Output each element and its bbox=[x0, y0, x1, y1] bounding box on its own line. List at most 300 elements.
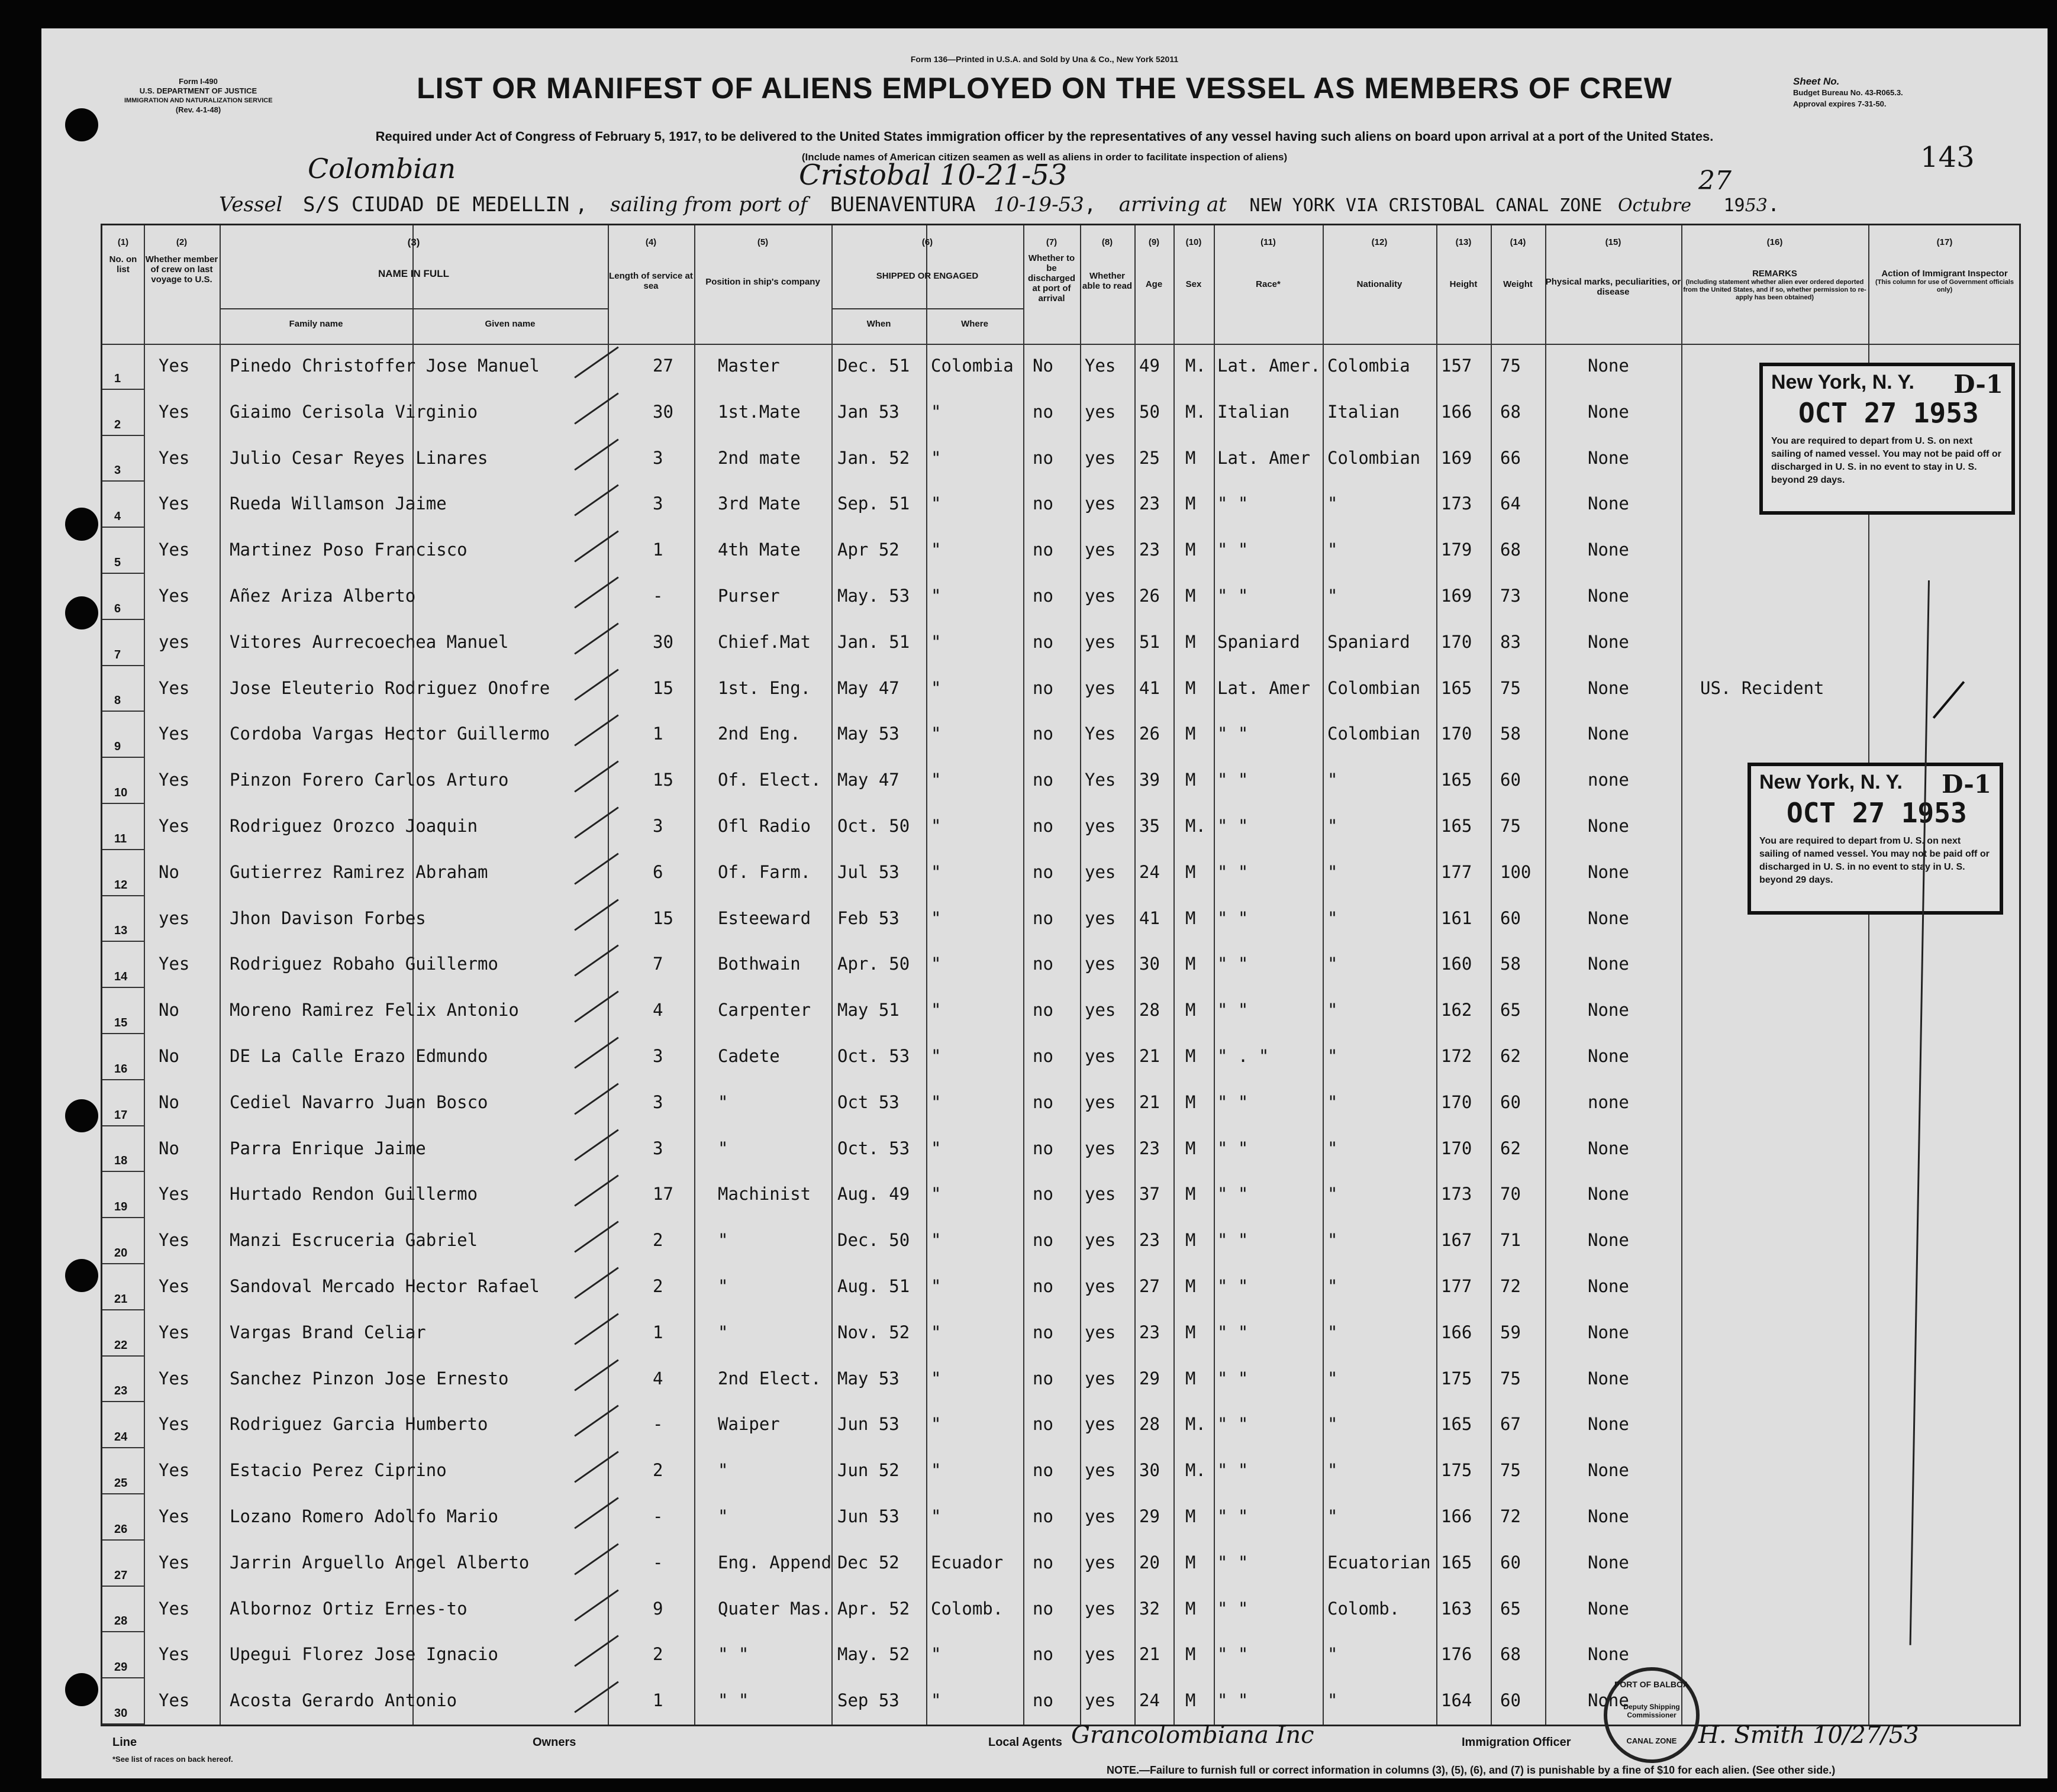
nationality: " bbox=[1327, 1368, 1338, 1389]
service-length: 3 bbox=[653, 493, 663, 514]
col-header-no: (1) No. on list bbox=[109, 237, 137, 275]
row-number: 16 bbox=[114, 1062, 128, 1076]
stamp-city: New York, N. Y. bbox=[1771, 371, 1914, 393]
prev-voyage: Yes bbox=[159, 1230, 190, 1251]
crew-name: Gutierrez Ramirez Abraham bbox=[230, 861, 488, 882]
binder-hole bbox=[65, 1673, 98, 1706]
manifest-sheet bbox=[41, 28, 2048, 1778]
vessel-label: Vessel bbox=[219, 193, 283, 217]
row-number: 30 bbox=[114, 1706, 128, 1720]
prev-voyage: Yes bbox=[159, 677, 190, 698]
stamp-date: OCT 27 1953 bbox=[1787, 797, 1967, 829]
prev-voyage: Yes bbox=[159, 1184, 190, 1205]
race: " " bbox=[1217, 1276, 1249, 1296]
shipped-when: Apr 52 bbox=[837, 540, 899, 560]
position: Eng. Append bbox=[718, 1552, 832, 1573]
col-header-nationality: (12) Nationality bbox=[1356, 237, 1402, 289]
shipped-where: Ecuador bbox=[931, 1552, 1004, 1573]
owners-label: Owners bbox=[533, 1736, 576, 1749]
col-header-read: (8) Whether able to read bbox=[1082, 237, 1133, 291]
discharged: no bbox=[1033, 1322, 1053, 1342]
physical-marks: none bbox=[1588, 1092, 1629, 1112]
age: 21 bbox=[1139, 1046, 1160, 1066]
crew-name: Rodriguez Garcia Humberto bbox=[230, 1414, 488, 1435]
binder-hole bbox=[65, 1259, 98, 1292]
page-number: 143 bbox=[1920, 141, 1975, 174]
age: 41 bbox=[1139, 677, 1160, 698]
row-number: 4 bbox=[114, 510, 121, 524]
able-to-read: yes bbox=[1085, 1598, 1116, 1619]
discharged: no bbox=[1033, 493, 1053, 514]
physical-marks: None bbox=[1588, 1276, 1629, 1296]
height: 176 bbox=[1441, 1644, 1472, 1665]
position: " bbox=[718, 1138, 728, 1158]
shipped-where: " bbox=[931, 954, 942, 974]
sex: M bbox=[1185, 493, 1196, 514]
position: " bbox=[718, 1276, 728, 1296]
race: " " bbox=[1217, 816, 1249, 836]
seal-bottom: CANAL ZONE bbox=[1626, 1736, 1677, 1745]
shipped-when: Jan. 52 bbox=[837, 447, 910, 468]
crew-name: Pinzon Forero Carlos Arturo bbox=[230, 770, 509, 790]
service-length: 15 bbox=[653, 677, 673, 698]
position: " bbox=[718, 1322, 728, 1342]
age: 50 bbox=[1139, 401, 1160, 422]
nationality: " bbox=[1327, 1276, 1338, 1296]
able-to-read: yes bbox=[1085, 1506, 1116, 1526]
department: U.S. DEPARTMENT OF JUSTICE bbox=[139, 86, 257, 95]
prev-voyage: Yes bbox=[159, 1322, 190, 1342]
height: 165 bbox=[1441, 816, 1472, 836]
row-number: 1 bbox=[114, 372, 121, 385]
sex: M bbox=[1185, 1092, 1196, 1112]
crew-name: Sandoval Mercado Hector Rafael bbox=[230, 1276, 540, 1296]
col-header-remarks: (16) REMARKS (Including statement whether alien ever ordered deported from the United States, and if so, whether permission to re-apply has been obtained) bbox=[1683, 237, 1866, 301]
height: 167 bbox=[1441, 1230, 1472, 1251]
height: 177 bbox=[1441, 1276, 1472, 1296]
inspection-stamp bbox=[1759, 363, 2015, 515]
sex: M bbox=[1185, 861, 1196, 882]
shipped-where: " bbox=[931, 1230, 942, 1251]
weight: 60 bbox=[1500, 1092, 1521, 1112]
service-length: 30 bbox=[653, 631, 673, 652]
physical-marks: None bbox=[1588, 401, 1629, 422]
agents-signature: Grancolombiana Inc bbox=[1071, 1722, 1314, 1749]
row-number: 18 bbox=[114, 1154, 128, 1168]
age: 23 bbox=[1139, 1230, 1160, 1251]
discharged: no bbox=[1033, 677, 1053, 698]
col-header-shipped: (6) SHIPPED OR ENGAGED bbox=[876, 237, 979, 281]
weight: 67 bbox=[1500, 1414, 1521, 1435]
race: Lat. Amer bbox=[1217, 447, 1311, 468]
race: Spaniard bbox=[1217, 631, 1300, 652]
physical-marks: None bbox=[1588, 1552, 1629, 1573]
sex: M bbox=[1185, 1322, 1196, 1342]
vessel-note: Colombian bbox=[308, 153, 456, 185]
physical-marks: None bbox=[1588, 724, 1629, 744]
stamp-text: You are required to depart from U. S. on next sailing of named vessel. You may not be paid off or discharged in U. S. in no event to stay in U. S. beyond 29 days. bbox=[1771, 436, 2001, 485]
able-to-read: yes bbox=[1085, 1644, 1116, 1665]
prev-voyage: Yes bbox=[159, 1552, 190, 1573]
crew-name: Moreno Ramirez Felix Antonio bbox=[230, 1000, 519, 1021]
discharged: no bbox=[1033, 1460, 1053, 1481]
crew-name: Parra Enrique Jaime bbox=[230, 1138, 426, 1158]
age: 26 bbox=[1139, 586, 1160, 606]
position: " bbox=[718, 1506, 728, 1526]
crew-name: Hurtado Rendon Guillermo bbox=[230, 1184, 478, 1205]
service-length: - bbox=[653, 1506, 663, 1526]
shipped-when: May. 53 bbox=[837, 586, 910, 606]
position: Esteeward bbox=[718, 908, 811, 928]
shipped-when: May 47 bbox=[837, 677, 899, 698]
position: 1st. Eng. bbox=[718, 677, 811, 698]
row-number: 20 bbox=[114, 1246, 128, 1260]
height: 161 bbox=[1441, 908, 1472, 928]
sex: M bbox=[1185, 770, 1196, 790]
crew-name: Martinez Poso Francisco bbox=[230, 540, 468, 560]
age: 29 bbox=[1139, 1506, 1160, 1526]
sex: M. bbox=[1185, 816, 1206, 836]
position: Master bbox=[718, 356, 780, 376]
height: 170 bbox=[1441, 1138, 1472, 1158]
discharged: no bbox=[1033, 447, 1053, 468]
col-header-prev-voyage: (2) Whether member of crew on last voyage to U.S. bbox=[145, 237, 218, 285]
discharged: no bbox=[1033, 1414, 1053, 1435]
discharged: no bbox=[1033, 1184, 1053, 1205]
discharged: no bbox=[1033, 816, 1053, 836]
weight: 72 bbox=[1500, 1276, 1521, 1296]
physical-marks: none bbox=[1588, 770, 1629, 790]
race: " " bbox=[1217, 1092, 1249, 1112]
position: " bbox=[718, 1092, 728, 1112]
nationality: Colombian bbox=[1327, 447, 1421, 468]
height: 175 bbox=[1441, 1368, 1472, 1389]
shipped-where: " bbox=[931, 1460, 942, 1481]
age: 25 bbox=[1139, 447, 1160, 468]
prev-voyage: Yes bbox=[159, 356, 190, 376]
prev-voyage: No bbox=[159, 1092, 179, 1112]
race: " " bbox=[1217, 908, 1249, 928]
position: Chief.Mat bbox=[718, 631, 811, 652]
service-length: 30 bbox=[653, 401, 673, 422]
physical-marks: None bbox=[1588, 1460, 1629, 1481]
prev-voyage: No bbox=[159, 861, 179, 882]
shipped-when: Nov. 52 bbox=[837, 1322, 910, 1342]
departure-port: BUENAVENTURA bbox=[830, 193, 976, 217]
able-to-read: yes bbox=[1085, 401, 1116, 422]
service-length: 1 bbox=[653, 1690, 663, 1711]
table-row bbox=[102, 528, 2020, 574]
age: 30 bbox=[1139, 954, 1160, 974]
row-rule bbox=[102, 1723, 144, 1725]
race: Italian bbox=[1217, 401, 1290, 422]
weight: 58 bbox=[1500, 724, 1521, 744]
shipped-when: Jun 52 bbox=[837, 1460, 899, 1481]
weight: 68 bbox=[1500, 540, 1521, 560]
shipped-when: Jan 53 bbox=[837, 401, 899, 422]
shipped-when: Oct. 53 bbox=[837, 1046, 910, 1066]
position: 2nd Elect. bbox=[718, 1368, 821, 1389]
table-row bbox=[102, 1678, 2020, 1725]
revision: (Rev. 4-1-48) bbox=[175, 105, 221, 114]
nationality: Colombian bbox=[1327, 724, 1421, 744]
row-number: 8 bbox=[114, 694, 121, 708]
height: 170 bbox=[1441, 631, 1472, 652]
nationality: " bbox=[1327, 861, 1338, 882]
shipped-when: May 47 bbox=[837, 770, 899, 790]
crew-name: Cediel Navarro Juan Bosco bbox=[230, 1092, 488, 1112]
row-number: 5 bbox=[114, 556, 121, 569]
sex: M. bbox=[1185, 356, 1206, 376]
shipped-where: " bbox=[931, 1644, 942, 1665]
service-length: 15 bbox=[653, 770, 673, 790]
vessel-name: S/S CIUDAD DE MEDELLIN bbox=[302, 193, 570, 217]
nationality: " bbox=[1327, 1414, 1338, 1435]
table-row bbox=[102, 1632, 2020, 1678]
service-length: 27 bbox=[653, 356, 673, 376]
prev-voyage: Yes bbox=[159, 954, 190, 974]
sex: M bbox=[1185, 1690, 1196, 1711]
arrival-year: 53 bbox=[1745, 195, 1768, 216]
shipped-when: May 53 bbox=[837, 724, 899, 744]
race: " " bbox=[1217, 1598, 1249, 1619]
shipped-where: " bbox=[931, 861, 942, 882]
shipped-when: Jun 53 bbox=[837, 1506, 899, 1526]
subheader-rule bbox=[831, 308, 1023, 309]
position: Waiper bbox=[718, 1414, 780, 1435]
col-header-weight: (14) Weight bbox=[1503, 237, 1533, 289]
shipped-where: " bbox=[931, 770, 942, 790]
shipped-when: Oct. 53 bbox=[837, 1138, 910, 1158]
able-to-read: yes bbox=[1085, 954, 1116, 974]
position: Quater Mas. bbox=[718, 1598, 832, 1619]
binder-hole bbox=[65, 1099, 98, 1132]
form-number: Form I-490 bbox=[179, 77, 218, 86]
shipped-when: Oct 53 bbox=[837, 1092, 899, 1112]
physical-marks: None bbox=[1588, 1230, 1629, 1251]
discharged: no bbox=[1033, 724, 1053, 744]
col-header-height: (13) Height bbox=[1449, 237, 1478, 289]
nationality: Colombian bbox=[1327, 677, 1421, 698]
row-number: 11 bbox=[114, 832, 127, 845]
able-to-read: Yes bbox=[1085, 724, 1116, 744]
able-to-read: yes bbox=[1085, 1368, 1116, 1389]
table-row bbox=[102, 574, 2020, 620]
shipped-where: " bbox=[931, 1506, 942, 1526]
shipped-where: " bbox=[931, 1322, 942, 1342]
shipped-where: " bbox=[931, 1414, 942, 1435]
shipped-when: Dec 52 bbox=[837, 1552, 899, 1573]
col-header-position: (5) Position in ship's company bbox=[705, 237, 820, 287]
age: 27 bbox=[1139, 1276, 1160, 1296]
position: Machinist bbox=[718, 1184, 811, 1205]
age: 49 bbox=[1139, 356, 1160, 376]
weight: 75 bbox=[1500, 677, 1521, 698]
voyage-line: Vessel S/S CIUDAD DE MEDELLIN , sailing from port of BUENAVENTURA 10-19-53, arriving at NEW YORK VIA CRISTOBAL CANAL ZONE Octubre 1953. bbox=[219, 193, 1780, 217]
position: Ofl Radio bbox=[718, 816, 811, 836]
crew-name: Rodriguez Orozco Joaquin bbox=[230, 816, 478, 836]
age: 26 bbox=[1139, 724, 1160, 744]
table-row bbox=[102, 942, 2020, 988]
weight: 60 bbox=[1500, 1552, 1521, 1573]
arriving-label: arriving at bbox=[1118, 193, 1227, 217]
table-row bbox=[102, 1494, 2020, 1541]
row-number: 7 bbox=[114, 648, 121, 661]
discharged: no bbox=[1033, 1138, 1053, 1158]
prev-voyage: Yes bbox=[159, 1690, 190, 1711]
able-to-read: yes bbox=[1085, 1230, 1116, 1251]
race: " " bbox=[1217, 540, 1249, 560]
age: 32 bbox=[1139, 1598, 1160, 1619]
discharged: no bbox=[1033, 1000, 1053, 1021]
row-number: 26 bbox=[114, 1522, 128, 1536]
shipped-where: " bbox=[931, 816, 942, 836]
physical-marks: None bbox=[1588, 447, 1629, 468]
physical-marks: None bbox=[1588, 1184, 1629, 1205]
shipped-where: " bbox=[931, 1138, 942, 1158]
height: 173 bbox=[1441, 1184, 1472, 1205]
row-number: 2 bbox=[114, 418, 121, 431]
nationality: " bbox=[1327, 1644, 1338, 1665]
row-number: 13 bbox=[114, 924, 128, 938]
stamp-text: You are required to depart from U. S. on next sailing of named vessel. You may not be paid off or discharged in U. S. in no event to stay in U. S. beyond 29 days. bbox=[1759, 836, 1990, 885]
table-row bbox=[102, 1402, 2020, 1448]
prev-voyage: Yes bbox=[159, 724, 190, 744]
table-row bbox=[102, 1080, 2020, 1126]
shipped-where: " bbox=[931, 447, 942, 468]
position: Purser bbox=[718, 586, 780, 606]
crew-name: Añez Ariza Alberto bbox=[230, 586, 416, 606]
weight: 75 bbox=[1500, 1460, 1521, 1481]
race: " " bbox=[1217, 1000, 1249, 1021]
table-row bbox=[102, 1126, 2020, 1173]
age: 23 bbox=[1139, 540, 1160, 560]
col-header-name: (3) NAME IN FULL bbox=[378, 237, 449, 279]
row-number: 27 bbox=[114, 1568, 128, 1582]
crew-name: DE La Calle Erazo Edmundo bbox=[230, 1046, 488, 1066]
height: 157 bbox=[1441, 356, 1472, 376]
discharged: no bbox=[1033, 401, 1053, 422]
crew-name: Estacio Perez Ciprino bbox=[230, 1460, 447, 1481]
position: 4th Mate bbox=[718, 540, 801, 560]
subheader-rule bbox=[220, 308, 608, 309]
able-to-read: yes bbox=[1085, 540, 1116, 560]
age: 28 bbox=[1139, 1414, 1160, 1435]
age: 51 bbox=[1139, 631, 1160, 652]
weight: 70 bbox=[1500, 1184, 1521, 1205]
row-number: 15 bbox=[114, 1016, 128, 1029]
prev-voyage: No bbox=[159, 1000, 179, 1021]
service-length: 2 bbox=[653, 1276, 663, 1296]
nationality: " bbox=[1327, 493, 1338, 514]
prev-voyage: yes bbox=[159, 908, 190, 928]
shipped-where: " bbox=[931, 908, 942, 928]
shipped-when: Apr. 52 bbox=[837, 1598, 910, 1619]
departure-date: 10-19-53 bbox=[994, 193, 1084, 217]
physical-marks: None bbox=[1588, 540, 1629, 560]
nationality: " bbox=[1327, 1092, 1338, 1112]
table-row bbox=[102, 436, 2020, 482]
row-number: 12 bbox=[114, 878, 128, 892]
weight: 60 bbox=[1500, 770, 1521, 790]
stamp-code: D-1 bbox=[1942, 770, 1991, 799]
height: 164 bbox=[1441, 1690, 1472, 1711]
table-row bbox=[102, 988, 2020, 1034]
shipped-where: Colombia bbox=[931, 356, 1014, 376]
position: 2nd Eng. bbox=[718, 724, 801, 744]
nationality: Colombia bbox=[1327, 356, 1410, 376]
race: " " bbox=[1217, 1414, 1249, 1435]
prev-voyage: Yes bbox=[159, 1644, 190, 1665]
subtitle: Required under Act of Congress of February 5, 1917, to be delivered to the United States immigration officer by the representatives of any vessel having such aliens on board upon arrival at a port of the United States. bbox=[375, 129, 1714, 144]
age: 37 bbox=[1139, 1184, 1160, 1205]
able-to-read: yes bbox=[1085, 1552, 1116, 1573]
age: 35 bbox=[1139, 816, 1160, 836]
physical-marks: None bbox=[1588, 1138, 1629, 1158]
service-length: 15 bbox=[653, 908, 673, 928]
crew-name: Lozano Romero Adolfo Mario bbox=[230, 1506, 498, 1526]
row-number: 10 bbox=[114, 786, 128, 799]
weight: 75 bbox=[1500, 816, 1521, 836]
prev-voyage: Yes bbox=[159, 1598, 190, 1619]
position: Of. Farm. bbox=[718, 861, 811, 882]
shipped-when: Dec. 51 bbox=[837, 356, 910, 376]
able-to-read: yes bbox=[1085, 631, 1116, 652]
race: " " bbox=[1217, 1322, 1249, 1342]
sex: M. bbox=[1185, 1414, 1206, 1435]
height: 165 bbox=[1441, 1414, 1472, 1435]
col-header-inspector: (17) Action of Immigrant Inspector (This column for use of Government officials only) bbox=[1875, 237, 2014, 293]
nationality: " bbox=[1327, 770, 1338, 790]
prev-voyage: Yes bbox=[159, 1368, 190, 1389]
table-row bbox=[102, 1448, 2020, 1494]
discharged: no bbox=[1033, 1230, 1053, 1251]
agents-label: Local Agents bbox=[988, 1736, 1062, 1749]
port-note: Cristobal 10-21-53 bbox=[799, 159, 1068, 192]
age: 21 bbox=[1139, 1092, 1160, 1112]
sex: M bbox=[1185, 1230, 1196, 1251]
physical-marks: None bbox=[1588, 1598, 1629, 1619]
able-to-read: yes bbox=[1085, 1092, 1116, 1112]
budget-number: Budget Bureau No. 43-R065.3. bbox=[1793, 88, 1903, 97]
sex: M bbox=[1185, 724, 1196, 744]
discharged: no bbox=[1033, 1552, 1053, 1573]
service-length: 7 bbox=[653, 954, 663, 974]
officer-signature: H. Smith 10/27/53 bbox=[1698, 1722, 1919, 1749]
able-to-read: yes bbox=[1085, 586, 1116, 606]
position: 2nd mate bbox=[718, 447, 801, 468]
service-length: - bbox=[653, 586, 663, 606]
arrival-year-prefix: 19 bbox=[1723, 195, 1745, 216]
age: 23 bbox=[1139, 493, 1160, 514]
discharged: no bbox=[1033, 1368, 1053, 1389]
crew-name: Manzi Escruceria Gabriel bbox=[230, 1230, 478, 1251]
physical-marks: None bbox=[1588, 1046, 1629, 1066]
table-row bbox=[102, 804, 2020, 850]
table-row bbox=[102, 1172, 2020, 1218]
discharged: no bbox=[1033, 1644, 1053, 1665]
table-row bbox=[102, 1357, 2020, 1403]
able-to-read: yes bbox=[1085, 1000, 1116, 1021]
table-row bbox=[102, 1034, 2020, 1080]
weight: 58 bbox=[1500, 954, 1521, 974]
service-length: 1 bbox=[653, 1322, 663, 1342]
nationality: " bbox=[1327, 1460, 1338, 1481]
physical-marks: None bbox=[1588, 356, 1629, 376]
shipped-where: " bbox=[931, 1046, 942, 1066]
page-title: LIST OR MANIFEST OF ALIENS EMPLOYED ON THE VESSEL AS MEMBERS OF CREW bbox=[417, 72, 1672, 105]
weight: 66 bbox=[1500, 447, 1521, 468]
